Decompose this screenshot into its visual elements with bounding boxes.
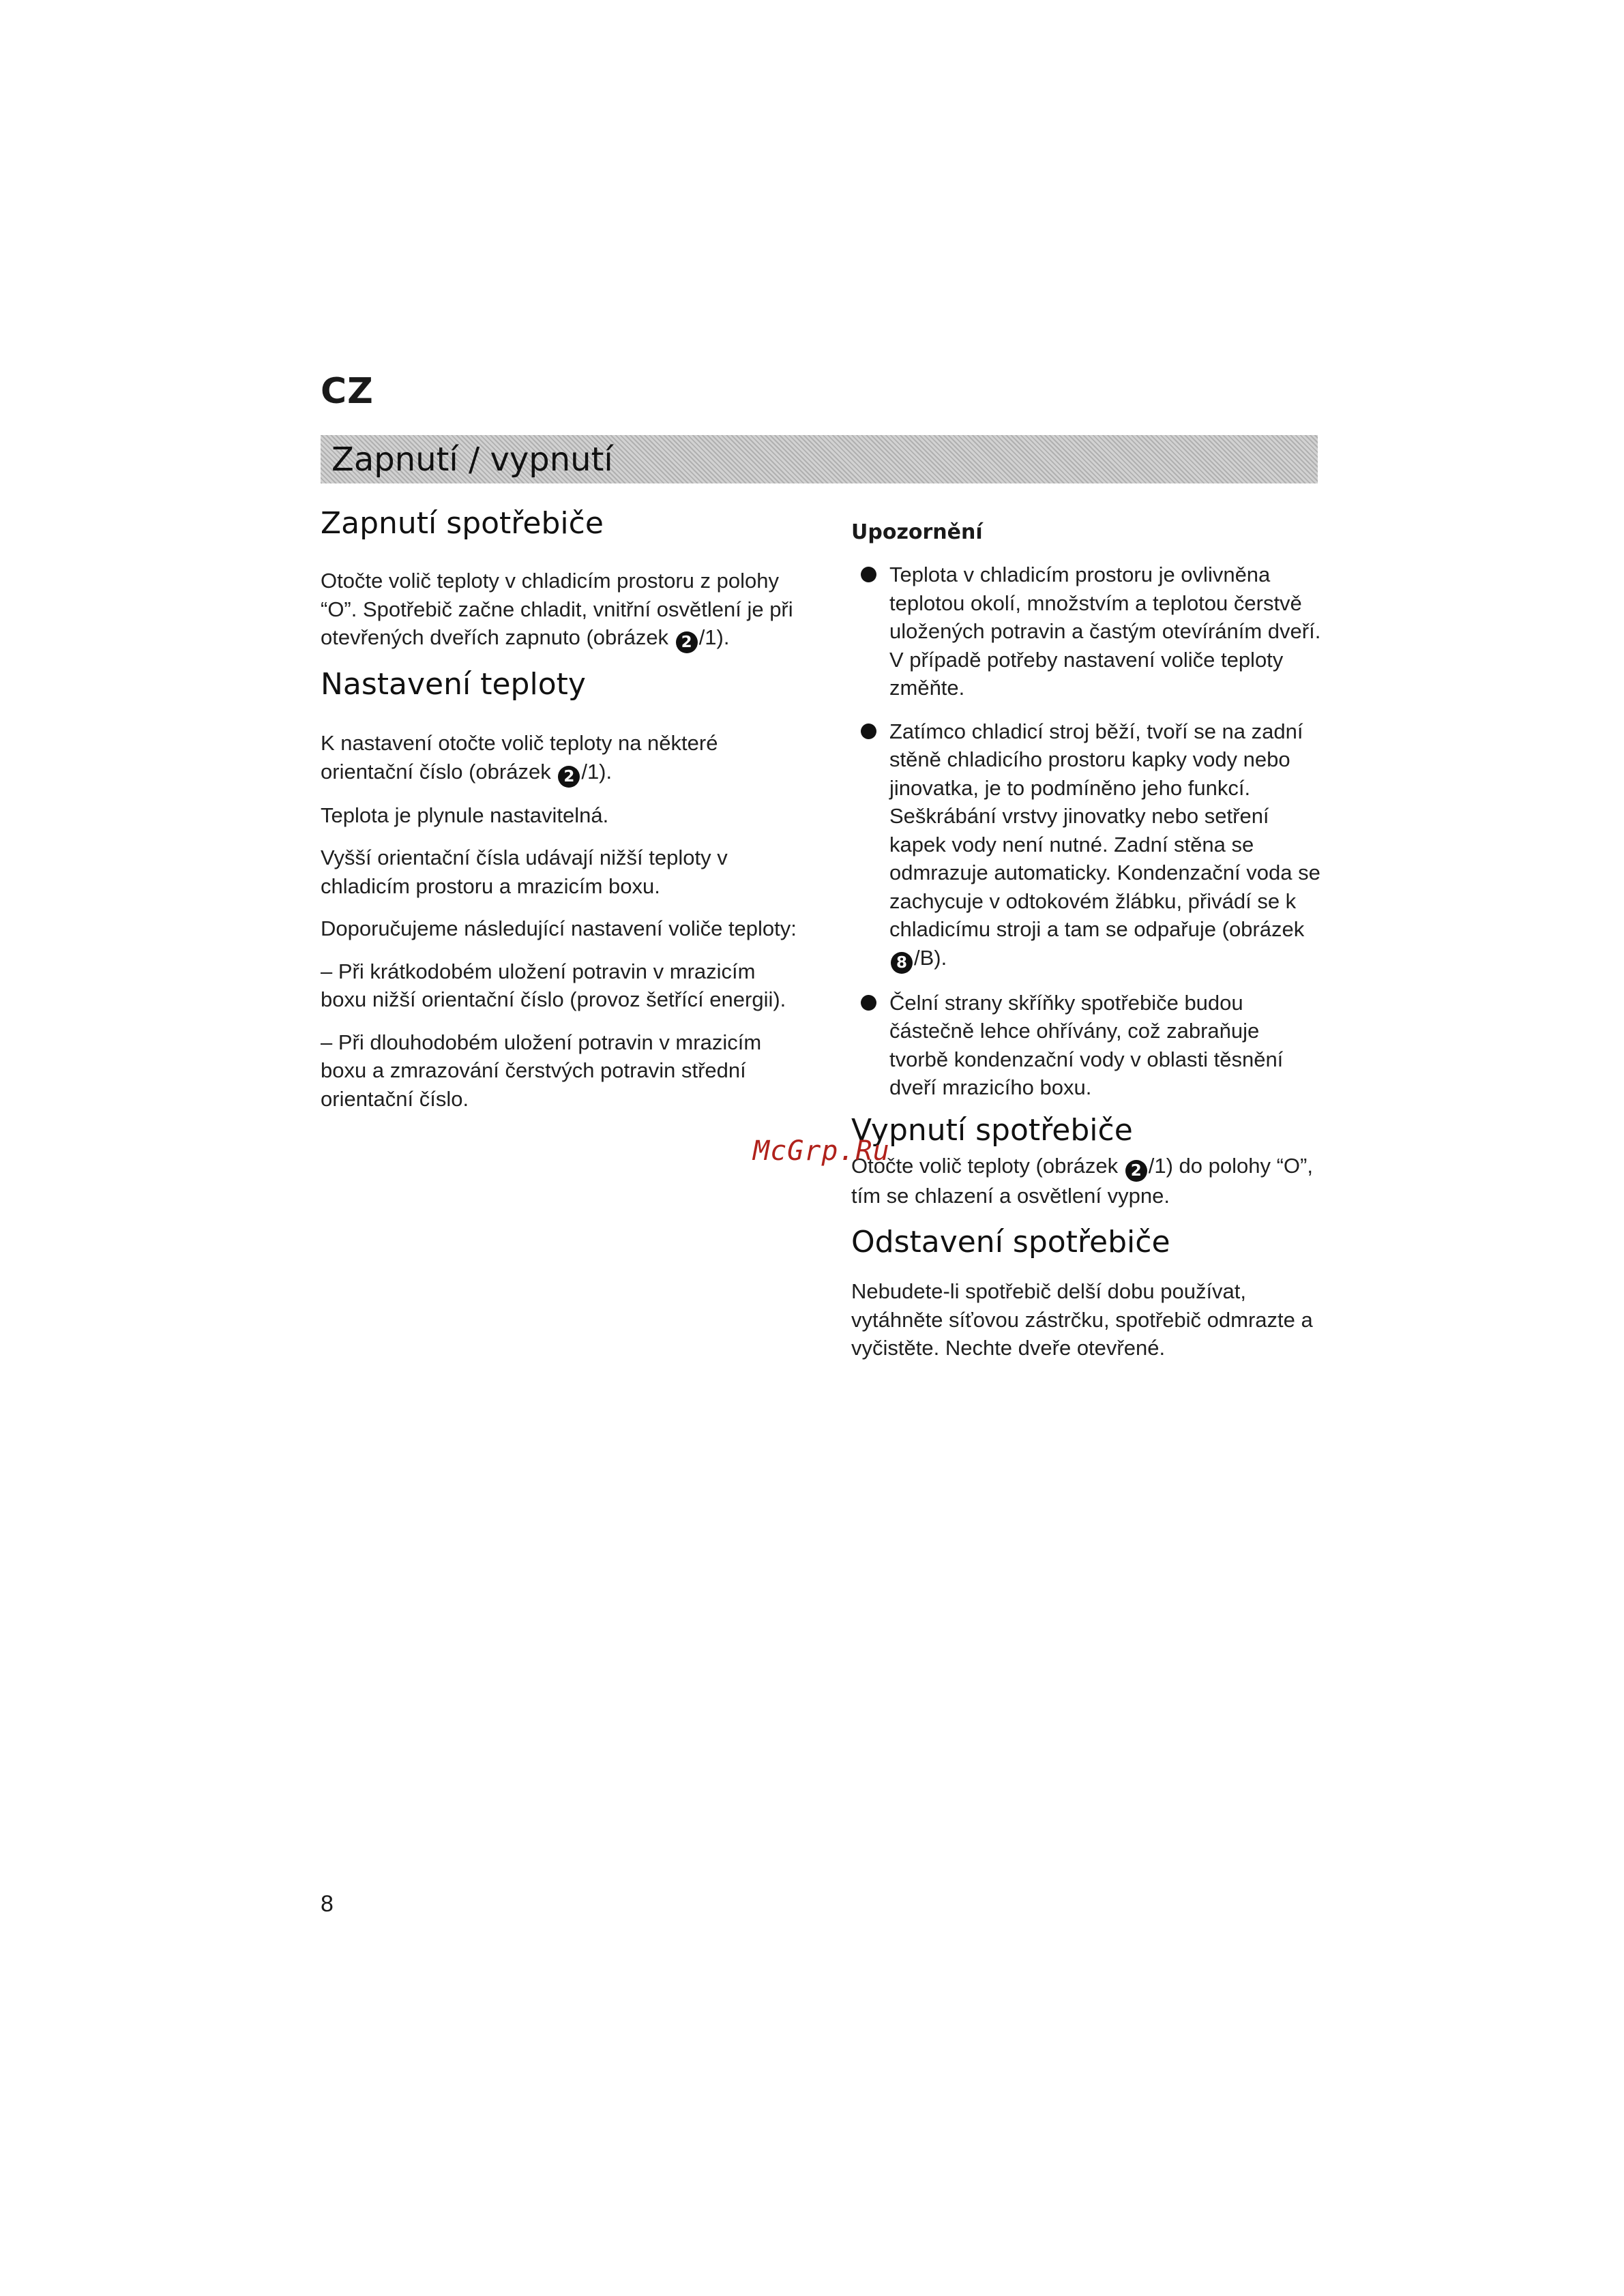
note-label: Upozornění	[851, 520, 983, 544]
figure-number-icon: 2	[1125, 1160, 1147, 1182]
section-title: Zapnutí / vypnutí	[331, 440, 613, 479]
note-text: Teplota v chladicím prostoru je ovlivněna teplotou okolí, množstvím a teplotou čerstvě uložených potravin a častým otevíráním dveří. V případě potřeby nastavení voliče teploty změňte.	[889, 563, 1321, 700]
section-banner	[321, 435, 1318, 483]
switch-off-paragraph: Otočte volič teploty (obrázek 2 /1) do polohy “O”, tím se chlazení a osvětlení vypne.	[851, 1153, 1313, 1208]
page-number: 8	[321, 1891, 334, 1917]
left-column	[321, 505, 798, 1113]
temperature-paragraph-6: – Při dlouhodobém uložení potravin v mrazicím boxu a zmrazování čerstvých potravin střední orientační číslo.	[321, 1030, 762, 1111]
temperature-paragraph-3: Vyšší orientační čísla udávají nižší teploty v chladicím prostoru a mrazicím boxu.	[321, 846, 728, 898]
bullet-icon	[861, 995, 876, 1011]
figure-number-icon: 2	[676, 631, 698, 653]
note-item	[851, 717, 1322, 974]
note-text: Zatímco chladicí stroj běží, tvoří se na zadní stěně chladicího prostoru kapky vody nebo jinovatka, je to podmíněno jeho funkcí. Seškrábání vrstvy jinovatky nebo setření kapek vody není nutné. Zadní stěna se odmrazuje automaticky. Kondenzační voda se zachycuje v odtokovém žlábku, přivádí se k chladicímu stroji a tam se odpařuje (obrázek 8 /B).	[889, 717, 1322, 974]
note-item	[851, 561, 1322, 702]
temperature-paragraph-5: – Při krátkodobém uložení potravin v mrazicím boxu nižší orientační číslo (provoz šetřící energii).	[321, 959, 786, 1011]
temperature-heading: Nastavení teploty	[321, 667, 586, 702]
bullet-icon	[861, 567, 876, 582]
note-item	[851, 989, 1322, 1102]
temperature-paragraph-1: K nastavení otočte volič teploty na některé orientační číslo (obrázek 2 /1).	[321, 729, 798, 788]
switch-on-paragraph: Otočte volič teploty v chladicím prostoru z polohy “O”. Spotřebič začne chladit, vnitřní osvětlení je při otevřených dveřích zapnuto (obrázek 2 /1).	[321, 567, 798, 653]
language-code: CZ	[321, 371, 374, 412]
switch-off-heading: Vypnutí spotřebiče	[851, 1112, 1133, 1148]
disable-paragraph: Nebudete-li spotřebič delší dobu používat, vytáhněte síťovou zástrčku, spotřebič odmrazte a vyčistěte. Nechte dveře otevřené.	[851, 1279, 1313, 1360]
temperature-paragraph-2: Teplota je plynule nastavitelná.	[321, 803, 609, 827]
disable-heading: Odstavení spotřebiče	[851, 1225, 1170, 1259]
notes-list	[851, 561, 1322, 1102]
bullet-icon	[861, 724, 876, 739]
temperature-paragraph-4: Doporučujeme následující nastavení voliče teploty:	[321, 916, 797, 940]
watermark: McGrp.Ru	[753, 1135, 890, 1167]
figure-number-icon: 2	[558, 766, 580, 788]
right-column	[851, 505, 1322, 1362]
note-text: Čelní strany skříňky spotřebiče budou částečně lehce ohřívány, což zabraňuje tvorbě kondenzační vody v oblasti těsnění dveří mrazicího boxu.	[889, 990, 1284, 1099]
figure-number-icon: 8	[891, 952, 913, 974]
switch-on-heading: Zapnutí spotřebiče	[321, 506, 604, 541]
